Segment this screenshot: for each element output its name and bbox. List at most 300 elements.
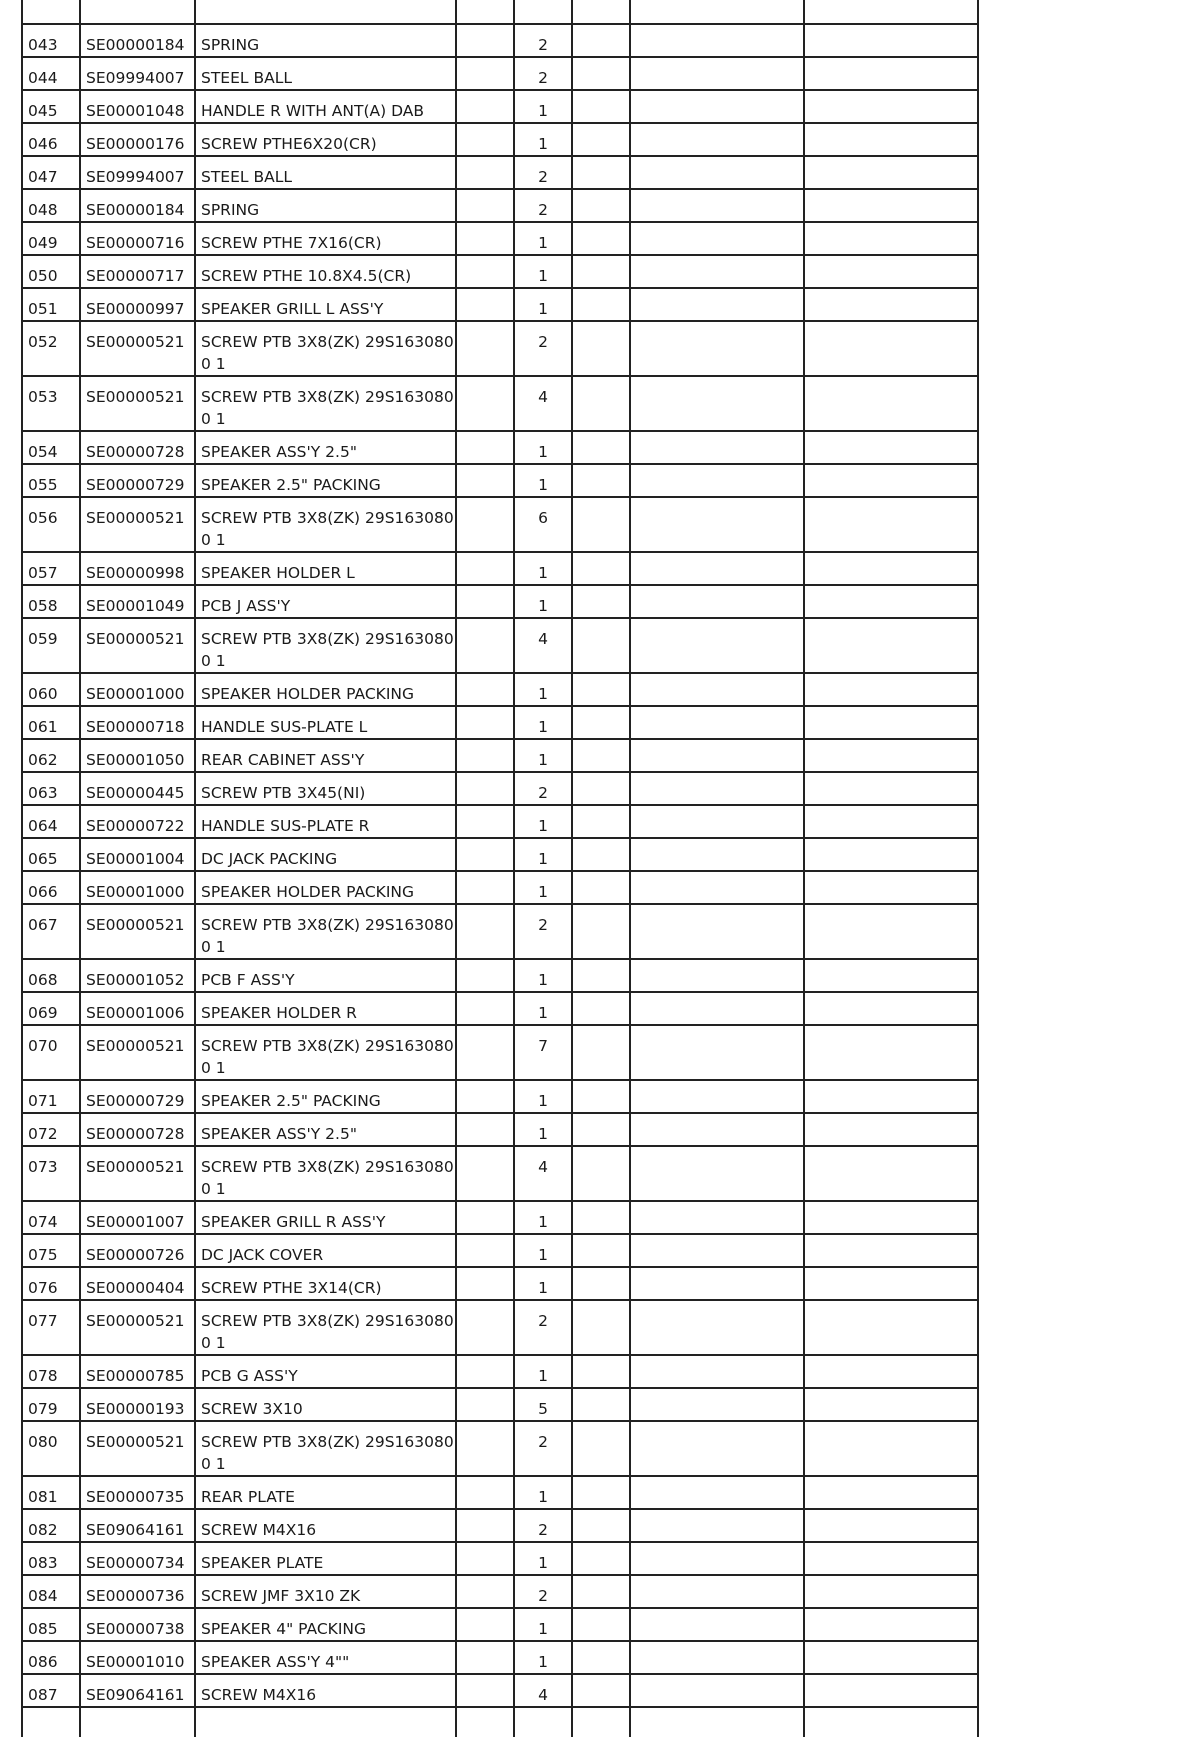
part-code-cell: SE00000728 <box>80 1113 195 1146</box>
empty-cell <box>804 1234 978 1267</box>
part-description-cell: DC JACK COVER <box>195 1234 456 1267</box>
empty-cell <box>572 1080 630 1113</box>
empty-cell <box>456 1674 514 1707</box>
empty-cell <box>630 57 804 90</box>
empty-cell <box>804 1113 978 1146</box>
empty-cell <box>804 1025 978 1080</box>
part-code-cell: SE00000729 <box>80 1080 195 1113</box>
part-code-cell: SE00000734 <box>80 1542 195 1575</box>
part-description-cell: SCREW PTHE6X20(CR) <box>195 123 456 156</box>
empty-cell <box>630 772 804 805</box>
part-number-cell: 065 <box>22 838 80 871</box>
quantity-cell: 1 <box>514 1080 572 1113</box>
part-code-cell: SE00000184 <box>80 189 195 222</box>
table-row-continued-top <box>22 0 978 24</box>
table-row <box>22 838 978 871</box>
part-code-cell: SE00001048 <box>80 90 195 123</box>
empty-cell <box>804 255 978 288</box>
part-number-cell: 049 <box>22 222 80 255</box>
table-cell <box>514 0 572 24</box>
empty-cell <box>804 1476 978 1509</box>
empty-cell <box>456 1575 514 1608</box>
table-cell <box>195 1707 456 1737</box>
part-code-cell: SE00001007 <box>80 1201 195 1234</box>
part-number-cell: 046 <box>22 123 80 156</box>
empty-cell <box>456 1641 514 1674</box>
part-code-cell: SE00001000 <box>80 673 195 706</box>
part-description-cell: SCREW PTB 3X8(ZK) 29S1630800 1 <box>195 1421 456 1476</box>
empty-cell <box>804 959 978 992</box>
table-row <box>22 585 978 618</box>
table-row <box>22 1080 978 1113</box>
empty-cell <box>456 1608 514 1641</box>
table-row <box>22 1355 978 1388</box>
empty-cell <box>804 1674 978 1707</box>
quantity-cell: 7 <box>514 1025 572 1080</box>
empty-cell <box>572 1421 630 1476</box>
parts-table-body <box>22 0 978 1737</box>
part-number-cell: 068 <box>22 959 80 992</box>
empty-cell <box>456 123 514 156</box>
table-row <box>22 772 978 805</box>
quantity-cell: 2 <box>514 772 572 805</box>
table-cell <box>456 0 514 24</box>
table-row <box>22 959 978 992</box>
part-number-cell: 082 <box>22 1509 80 1542</box>
part-description-cell: SCREW PTB 3X8(ZK) 29S1630800 1 <box>195 1146 456 1201</box>
table-row <box>22 24 978 57</box>
table-row <box>22 673 978 706</box>
empty-cell <box>630 1300 804 1355</box>
part-code-cell: SE00000521 <box>80 1025 195 1080</box>
quantity-cell: 1 <box>514 805 572 838</box>
empty-cell <box>572 1509 630 1542</box>
part-description-cell: SCREW PTB 3X8(ZK) 29S1630800 1 <box>195 1300 456 1355</box>
quantity-cell: 1 <box>514 1476 572 1509</box>
empty-cell <box>456 673 514 706</box>
empty-cell <box>630 1355 804 1388</box>
quantity-cell: 1 <box>514 1641 572 1674</box>
part-number-cell: 055 <box>22 464 80 497</box>
empty-cell <box>804 552 978 585</box>
quantity-cell: 2 <box>514 1300 572 1355</box>
part-number-cell: 056 <box>22 497 80 552</box>
empty-cell <box>456 992 514 1025</box>
part-code-cell: SE09064161 <box>80 1674 195 1707</box>
empty-cell <box>456 156 514 189</box>
part-number-cell: 085 <box>22 1608 80 1641</box>
part-number-cell: 076 <box>22 1267 80 1300</box>
empty-cell <box>630 431 804 464</box>
empty-cell <box>572 288 630 321</box>
table-row <box>22 1300 978 1355</box>
empty-cell <box>630 1234 804 1267</box>
empty-cell <box>572 24 630 57</box>
table-row <box>22 805 978 838</box>
empty-cell <box>572 1234 630 1267</box>
part-description-cell: SCREW PTB 3X8(ZK) 29S1630800 1 <box>195 376 456 431</box>
table-row <box>22 288 978 321</box>
part-number-cell: 057 <box>22 552 80 585</box>
empty-cell <box>572 552 630 585</box>
part-description-cell: SCREW JMF 3X10 ZK <box>195 1575 456 1608</box>
part-code-cell: SE00000521 <box>80 1421 195 1476</box>
table-row <box>22 464 978 497</box>
empty-cell <box>804 1388 978 1421</box>
table-row <box>22 1234 978 1267</box>
part-code-cell: SE00000728 <box>80 431 195 464</box>
part-number-cell: 043 <box>22 24 80 57</box>
empty-cell <box>456 838 514 871</box>
empty-cell <box>572 673 630 706</box>
part-number-cell: 045 <box>22 90 80 123</box>
part-number-cell: 072 <box>22 1113 80 1146</box>
empty-cell <box>572 1542 630 1575</box>
part-number-cell: 053 <box>22 376 80 431</box>
empty-cell <box>630 255 804 288</box>
table-row <box>22 321 978 376</box>
part-number-cell: 080 <box>22 1421 80 1476</box>
part-description-cell: HANDLE SUS-PLATE R <box>195 805 456 838</box>
part-number-cell: 064 <box>22 805 80 838</box>
quantity-cell: 1 <box>514 1355 572 1388</box>
quantity-cell: 4 <box>514 376 572 431</box>
part-number-cell: 084 <box>22 1575 80 1608</box>
part-description-cell: SCREW PTHE 7X16(CR) <box>195 222 456 255</box>
table-cell <box>195 0 456 24</box>
quantity-cell: 1 <box>514 552 572 585</box>
part-code-cell: SE00001050 <box>80 739 195 772</box>
empty-cell <box>572 959 630 992</box>
table-row <box>22 431 978 464</box>
empty-cell <box>456 1025 514 1080</box>
quantity-cell: 2 <box>514 904 572 959</box>
table-row <box>22 739 978 772</box>
quantity-cell: 1 <box>514 1267 572 1300</box>
part-number-cell: 073 <box>22 1146 80 1201</box>
empty-cell <box>572 376 630 431</box>
part-description-cell: REAR PLATE <box>195 1476 456 1509</box>
empty-cell <box>630 959 804 992</box>
part-description-cell: SPEAKER 2.5" PACKING <box>195 464 456 497</box>
empty-cell <box>572 1641 630 1674</box>
quantity-cell: 6 <box>514 497 572 552</box>
empty-cell <box>804 189 978 222</box>
empty-cell <box>456 1234 514 1267</box>
empty-cell <box>456 431 514 464</box>
table-cell <box>22 0 80 24</box>
quantity-cell: 1 <box>514 431 572 464</box>
table-row <box>22 871 978 904</box>
empty-cell <box>630 585 804 618</box>
table-row <box>22 156 978 189</box>
empty-cell <box>804 1201 978 1234</box>
empty-cell <box>804 497 978 552</box>
empty-cell <box>456 552 514 585</box>
empty-cell <box>572 90 630 123</box>
table-row <box>22 222 978 255</box>
empty-cell <box>804 57 978 90</box>
empty-cell <box>630 1608 804 1641</box>
part-number-cell: 051 <box>22 288 80 321</box>
part-code-cell: SE00000521 <box>80 497 195 552</box>
part-code-cell: SE00000738 <box>80 1608 195 1641</box>
quantity-cell: 1 <box>514 585 572 618</box>
table-cell <box>572 1707 630 1737</box>
empty-cell <box>572 706 630 739</box>
empty-cell <box>572 1113 630 1146</box>
empty-cell <box>804 739 978 772</box>
empty-cell <box>572 805 630 838</box>
part-description-cell: SCREW PTB 3X8(ZK) 29S1630800 1 <box>195 904 456 959</box>
empty-cell <box>804 706 978 739</box>
empty-cell <box>456 255 514 288</box>
part-code-cell: SE00000521 <box>80 376 195 431</box>
part-number-cell: 044 <box>22 57 80 90</box>
empty-cell <box>456 1300 514 1355</box>
quantity-cell: 4 <box>514 618 572 673</box>
part-description-cell: HANDLE R WITH ANT(A) DAB <box>195 90 456 123</box>
table-cell <box>630 0 804 24</box>
empty-cell <box>804 871 978 904</box>
table-cell <box>804 0 978 24</box>
table-row <box>22 1674 978 1707</box>
table-row <box>22 255 978 288</box>
empty-cell <box>630 838 804 871</box>
part-description-cell: PCB F ASS'Y <box>195 959 456 992</box>
empty-cell <box>630 992 804 1025</box>
empty-cell <box>804 618 978 673</box>
empty-cell <box>804 1641 978 1674</box>
empty-cell <box>456 772 514 805</box>
part-code-cell: SE00001010 <box>80 1641 195 1674</box>
table-row <box>22 992 978 1025</box>
quantity-cell: 4 <box>514 1146 572 1201</box>
empty-cell <box>456 90 514 123</box>
empty-cell <box>804 992 978 1025</box>
table-row <box>22 123 978 156</box>
empty-cell <box>572 739 630 772</box>
empty-cell <box>456 1080 514 1113</box>
empty-cell <box>804 904 978 959</box>
part-code-cell: SE00000726 <box>80 1234 195 1267</box>
quantity-cell: 1 <box>514 871 572 904</box>
empty-cell <box>456 871 514 904</box>
empty-cell <box>456 376 514 431</box>
table-row <box>22 1025 978 1080</box>
empty-cell <box>572 123 630 156</box>
part-number-cell: 050 <box>22 255 80 288</box>
part-number-cell: 075 <box>22 1234 80 1267</box>
part-description-cell: PCB G ASS'Y <box>195 1355 456 1388</box>
empty-cell <box>804 431 978 464</box>
empty-cell <box>630 497 804 552</box>
quantity-cell: 1 <box>514 838 572 871</box>
quantity-cell: 1 <box>514 959 572 992</box>
empty-cell <box>456 1201 514 1234</box>
part-number-cell: 060 <box>22 673 80 706</box>
empty-cell <box>572 497 630 552</box>
empty-cell <box>572 1025 630 1080</box>
empty-cell <box>572 1355 630 1388</box>
empty-cell <box>572 1608 630 1641</box>
quantity-cell: 1 <box>514 1542 572 1575</box>
empty-cell <box>804 1542 978 1575</box>
part-number-cell: 066 <box>22 871 80 904</box>
empty-cell <box>630 288 804 321</box>
part-code-cell: SE00001004 <box>80 838 195 871</box>
part-number-cell: 069 <box>22 992 80 1025</box>
part-code-cell: SE00000445 <box>80 772 195 805</box>
empty-cell <box>804 1608 978 1641</box>
part-code-cell: SE00000521 <box>80 904 195 959</box>
empty-cell <box>572 1575 630 1608</box>
table-row <box>22 1201 978 1234</box>
empty-cell <box>572 222 630 255</box>
quantity-cell: 1 <box>514 1608 572 1641</box>
part-description-cell: SPEAKER HOLDER L <box>195 552 456 585</box>
table-row <box>22 1542 978 1575</box>
empty-cell <box>630 464 804 497</box>
part-description-cell: SCREW PTB 3X45(NI) <box>195 772 456 805</box>
empty-cell <box>456 321 514 376</box>
empty-cell <box>804 464 978 497</box>
empty-cell <box>804 123 978 156</box>
part-number-cell: 077 <box>22 1300 80 1355</box>
part-number-cell: 079 <box>22 1388 80 1421</box>
empty-cell <box>572 618 630 673</box>
empty-cell <box>572 156 630 189</box>
quantity-cell: 2 <box>514 24 572 57</box>
empty-cell <box>456 904 514 959</box>
empty-cell <box>804 321 978 376</box>
part-description-cell: SCREW PTB 3X8(ZK) 29S1630800 1 <box>195 1025 456 1080</box>
empty-cell <box>572 464 630 497</box>
empty-cell <box>804 585 978 618</box>
part-number-cell: 078 <box>22 1355 80 1388</box>
empty-cell <box>630 618 804 673</box>
quantity-cell: 1 <box>514 288 572 321</box>
empty-cell <box>630 1575 804 1608</box>
table-row <box>22 497 978 552</box>
part-code-cell: SE00000718 <box>80 706 195 739</box>
part-number-cell: 058 <box>22 585 80 618</box>
part-number-cell: 086 <box>22 1641 80 1674</box>
table-cell <box>630 1707 804 1737</box>
empty-cell <box>630 1421 804 1476</box>
empty-cell <box>456 1355 514 1388</box>
empty-cell <box>630 222 804 255</box>
part-description-cell: SPEAKER HOLDER PACKING <box>195 871 456 904</box>
part-code-cell: SE00000736 <box>80 1575 195 1608</box>
empty-cell <box>572 1674 630 1707</box>
empty-cell <box>804 156 978 189</box>
empty-cell <box>572 904 630 959</box>
empty-cell <box>804 673 978 706</box>
empty-cell <box>804 1300 978 1355</box>
table-cell <box>22 1707 80 1737</box>
empty-cell <box>572 255 630 288</box>
part-description-cell: SPEAKER HOLDER PACKING <box>195 673 456 706</box>
part-code-cell: SE00000193 <box>80 1388 195 1421</box>
empty-cell <box>630 1146 804 1201</box>
empty-cell <box>630 706 804 739</box>
table-row <box>22 376 978 431</box>
empty-cell <box>456 497 514 552</box>
table-cell <box>572 0 630 24</box>
part-description-cell: SCREW M4X16 <box>195 1509 456 1542</box>
empty-cell <box>630 673 804 706</box>
part-number-cell: 048 <box>22 189 80 222</box>
table-row <box>22 189 978 222</box>
part-code-cell: SE00000521 <box>80 1300 195 1355</box>
part-description-cell: SPEAKER 4" PACKING <box>195 1608 456 1641</box>
table-row <box>22 1641 978 1674</box>
quantity-cell: 2 <box>514 57 572 90</box>
empty-cell <box>804 24 978 57</box>
quantity-cell: 1 <box>514 1113 572 1146</box>
table-cell <box>80 0 195 24</box>
part-description-cell: SCREW PTB 3X8(ZK) 29S1630800 1 <box>195 497 456 552</box>
part-code-cell: SE00000998 <box>80 552 195 585</box>
parts-table <box>21 0 979 1737</box>
part-description-cell: DC JACK PACKING <box>195 838 456 871</box>
part-code-cell: SE00000184 <box>80 24 195 57</box>
empty-cell <box>630 376 804 431</box>
empty-cell <box>804 222 978 255</box>
table-row <box>22 618 978 673</box>
table-row <box>22 904 978 959</box>
empty-cell <box>572 585 630 618</box>
empty-cell <box>572 1201 630 1234</box>
part-number-cell: 067 <box>22 904 80 959</box>
empty-cell <box>456 464 514 497</box>
empty-cell <box>630 904 804 959</box>
empty-cell <box>630 1113 804 1146</box>
empty-cell <box>804 90 978 123</box>
part-code-cell: SE00000404 <box>80 1267 195 1300</box>
empty-cell <box>804 1267 978 1300</box>
part-description-cell: STEEL BALL <box>195 156 456 189</box>
empty-cell <box>456 1388 514 1421</box>
empty-cell <box>630 739 804 772</box>
part-code-cell: SE00000735 <box>80 1476 195 1509</box>
quantity-cell: 4 <box>514 1674 572 1707</box>
part-description-cell: SCREW 3X10 <box>195 1388 456 1421</box>
part-code-cell: SE00000521 <box>80 1146 195 1201</box>
quantity-cell: 2 <box>514 1421 572 1476</box>
empty-cell <box>804 1080 978 1113</box>
empty-cell <box>456 288 514 321</box>
empty-cell <box>630 1509 804 1542</box>
quantity-cell: 1 <box>514 739 572 772</box>
quantity-cell: 1 <box>514 255 572 288</box>
empty-cell <box>456 618 514 673</box>
table-row <box>22 1146 978 1201</box>
part-code-cell: SE00001049 <box>80 585 195 618</box>
part-code-cell: SE00000521 <box>80 321 195 376</box>
part-number-cell: 062 <box>22 739 80 772</box>
table-row <box>22 1421 978 1476</box>
empty-cell <box>630 1201 804 1234</box>
table-row-continued-bottom <box>22 1707 978 1737</box>
part-number-cell: 052 <box>22 321 80 376</box>
empty-cell <box>456 1267 514 1300</box>
part-code-cell: SE00000717 <box>80 255 195 288</box>
empty-cell <box>572 1267 630 1300</box>
table-row <box>22 552 978 585</box>
part-number-cell: 063 <box>22 772 80 805</box>
